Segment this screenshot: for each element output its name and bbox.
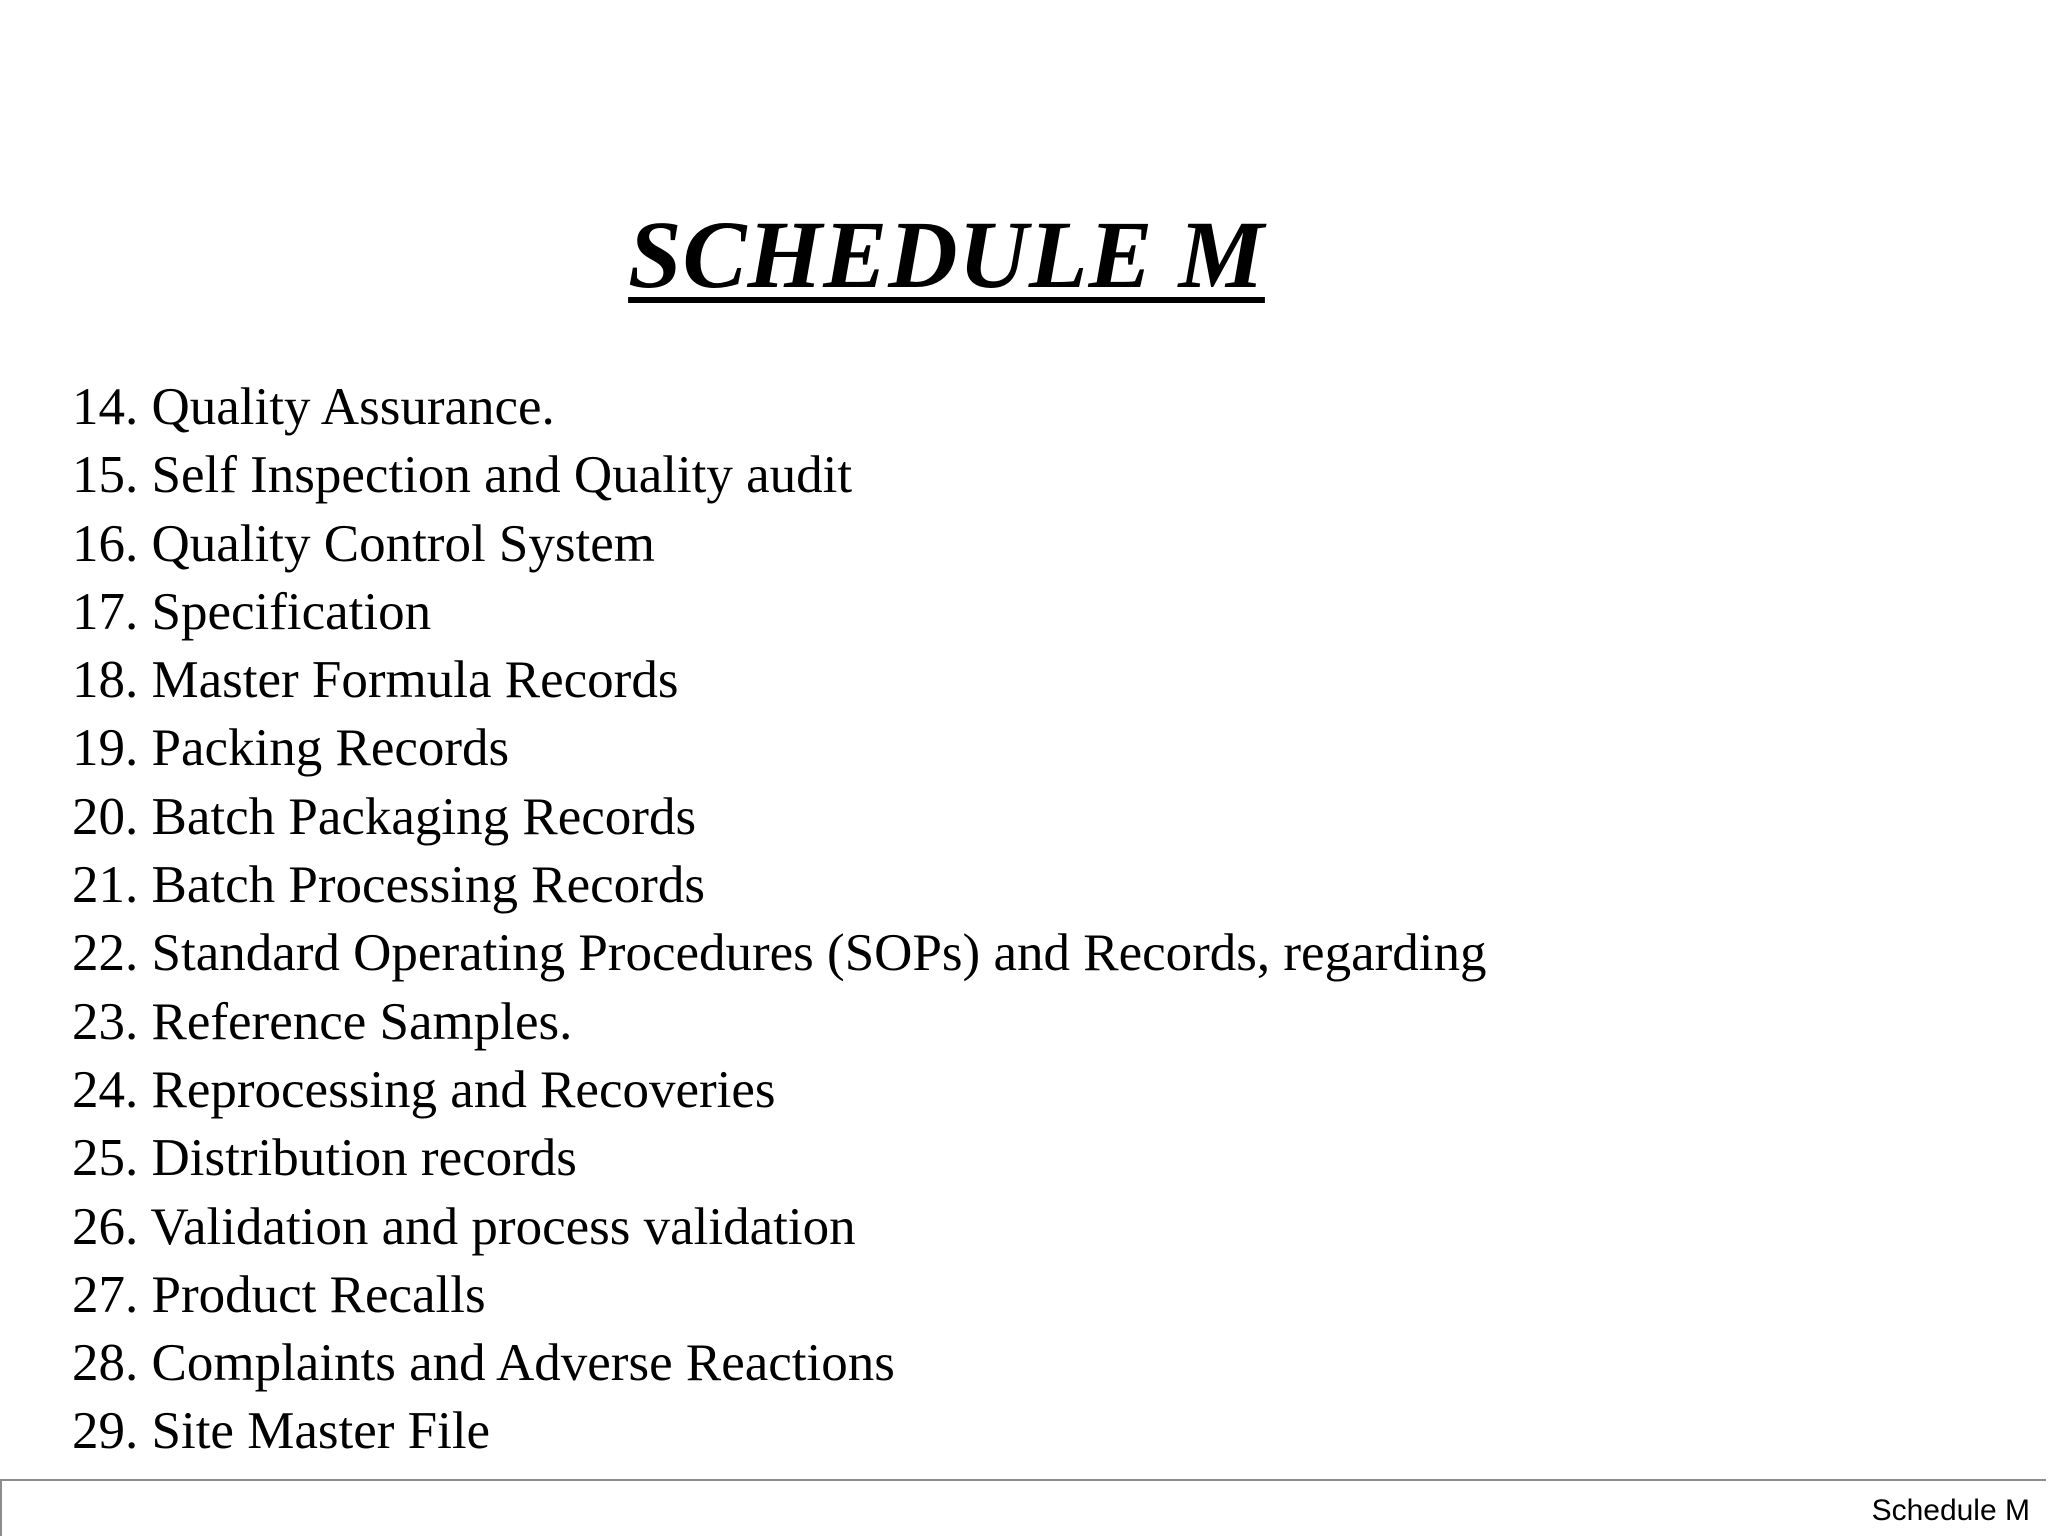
item-number: 21. xyxy=(72,856,139,915)
list-item xyxy=(72,1261,1486,1329)
footer-bar xyxy=(0,1479,2046,1536)
item-number: 20. xyxy=(72,787,139,846)
item-text: Quality Control System xyxy=(151,514,655,573)
item-number: 19. xyxy=(72,719,139,778)
slide-title-text: SCHEDULE M xyxy=(628,201,1265,308)
list-item xyxy=(72,1193,1486,1261)
item-text: Validation and process validation xyxy=(150,1197,856,1256)
list-item xyxy=(72,919,1486,987)
item-text: Reprocessing and Recoveries xyxy=(151,1060,776,1119)
item-number: 28. xyxy=(72,1334,139,1393)
item-number: 14. xyxy=(72,378,139,436)
item-text: Packing Records xyxy=(151,719,510,778)
list-item xyxy=(72,441,1486,509)
list-item xyxy=(72,714,1486,782)
list-item xyxy=(72,1397,1486,1465)
item-number: 17. xyxy=(72,582,139,641)
list-item xyxy=(72,510,1486,578)
item-text: Batch Packaging Records xyxy=(151,787,697,846)
list-item xyxy=(72,783,1486,851)
list-item xyxy=(72,988,1486,1056)
item-number: 23. xyxy=(72,992,139,1051)
slide-title xyxy=(0,200,1893,310)
item-text: Quality Assurance. xyxy=(151,378,555,436)
item-number: 26. xyxy=(72,1197,139,1256)
item-text: Product Recalls xyxy=(151,1265,486,1324)
item-number: 25. xyxy=(72,1129,139,1188)
list-item xyxy=(72,578,1486,646)
list-item xyxy=(72,851,1486,919)
list-item xyxy=(72,373,1486,441)
item-text: Reference Samples. xyxy=(151,992,573,1051)
item-text: Master Formula Records xyxy=(151,651,679,710)
list-item xyxy=(72,1124,1486,1192)
item-text: Self Inspection and Quality audit xyxy=(151,446,853,505)
item-number: 22. xyxy=(72,924,139,983)
item-text: Complaints and Adverse Reactions xyxy=(151,1334,895,1393)
list-item xyxy=(72,1329,1486,1397)
item-number: 15. xyxy=(72,446,139,505)
item-text: Batch Processing Records xyxy=(151,856,705,915)
item-text: Distribution records xyxy=(151,1129,577,1188)
list-item xyxy=(72,646,1486,714)
list-item xyxy=(72,1056,1486,1124)
item-number: 29. xyxy=(72,1402,139,1461)
footer-label: Schedule M xyxy=(1871,1494,2030,1527)
item-text: Specification xyxy=(151,582,432,641)
item-number: 16. xyxy=(72,514,139,573)
item-text: Site Master File xyxy=(151,1402,491,1461)
item-number: 18. xyxy=(72,651,139,710)
item-number: 24. xyxy=(72,1060,139,1119)
schedule-item-list xyxy=(72,373,1486,1466)
item-text: Standard Operating Procedures (SOPs) and Records, regarding xyxy=(151,924,1487,983)
item-number: 27. xyxy=(72,1265,139,1324)
